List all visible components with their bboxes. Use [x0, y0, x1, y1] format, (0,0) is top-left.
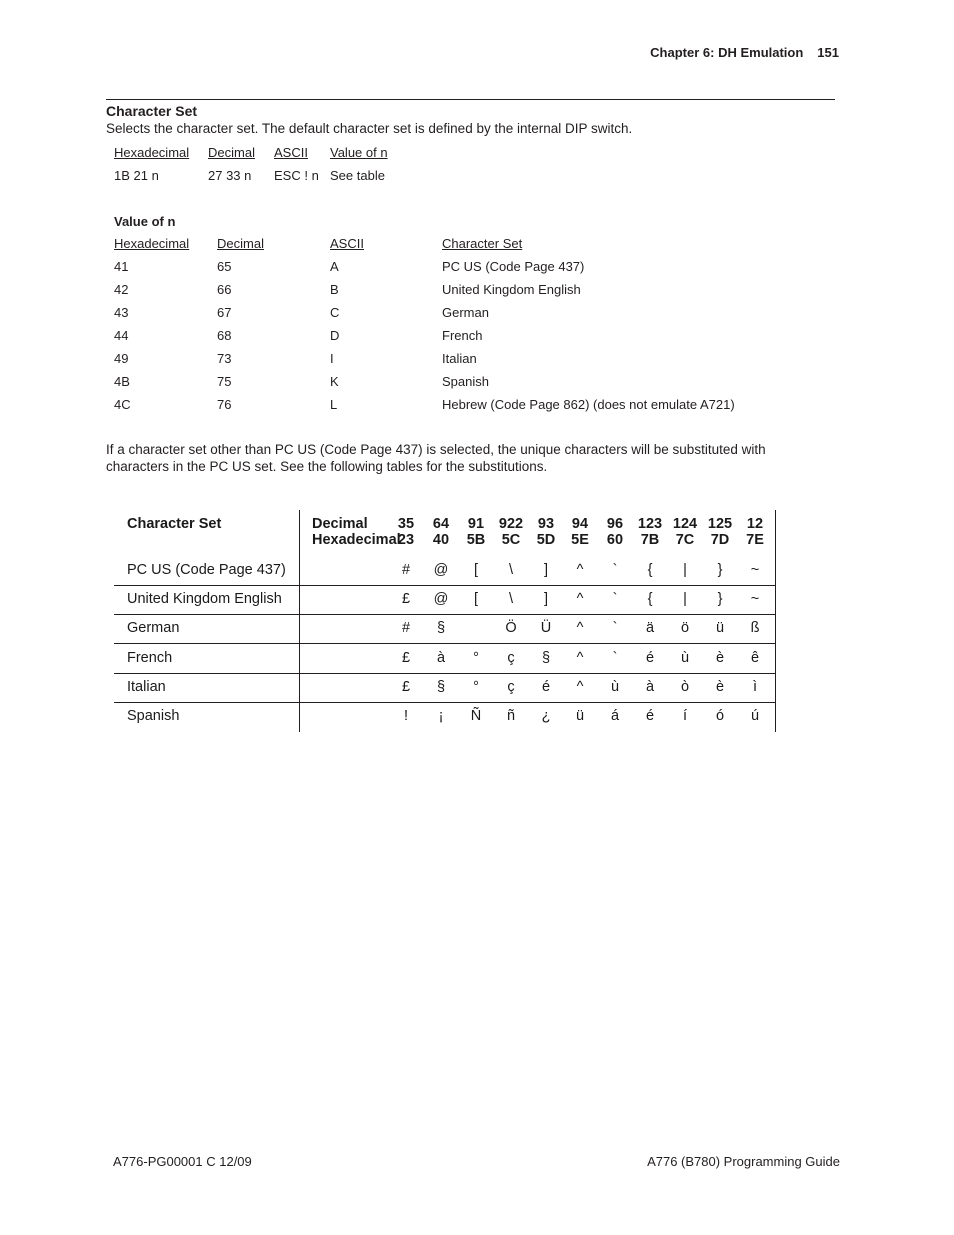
hex-code: 5D [536, 532, 556, 548]
substitution-char: è [715, 649, 725, 666]
decimal-code: 124 [672, 516, 698, 532]
decimal-code: 94 [571, 516, 589, 532]
table-cell: 41 [114, 259, 129, 274]
table-cell: 43 [114, 305, 129, 320]
charset-name: Italian [127, 678, 166, 695]
col-decimal: Decimal [208, 145, 255, 160]
column-divider [299, 510, 300, 732]
hex-code: 7C [675, 532, 695, 548]
table-cell: 42 [114, 282, 129, 297]
substitution-char: { [647, 562, 653, 578]
value-of-n-title: Value of n [114, 214, 176, 229]
table-cell: 49 [114, 351, 129, 366]
chapter-title: Chapter 6: DH Emulation [650, 45, 804, 60]
footer-right: A776 (B780) Programming Guide [647, 1154, 840, 1169]
substitution-char: Ö [505, 620, 517, 637]
substitution-char: à [645, 678, 655, 695]
hex-code: 5E [571, 532, 589, 548]
table-cell: B [330, 282, 339, 297]
substitution-char: á [610, 708, 620, 724]
substitution-char: | [683, 591, 687, 608]
charset-name: German [127, 620, 180, 637]
decimal-code: 35 [397, 516, 415, 532]
row-divider [114, 614, 776, 615]
substitution-char: § [436, 678, 446, 695]
table-cell: A [330, 259, 339, 274]
table-cell: 75 [217, 374, 232, 389]
table-cell: United Kingdom English [442, 282, 581, 297]
head-decimal: Decimal [312, 516, 368, 532]
substitution-char: \ [508, 562, 514, 578]
substitution-char: ü [715, 620, 725, 637]
substitution-char: @ [433, 591, 449, 608]
row-divider [114, 702, 776, 703]
substitution-char: ~ [750, 562, 760, 578]
decimal-code: 91 [467, 516, 485, 532]
cell-ascii: ESC ! n [274, 168, 319, 183]
col-ascii: ASCII [274, 145, 308, 160]
substitution-char: } [717, 591, 723, 608]
table-cell: K [330, 374, 339, 389]
hex-code: 7D [710, 532, 730, 548]
cell-value: See table [330, 168, 385, 183]
substitution-char: # [401, 620, 411, 637]
substitution-char: ä [645, 620, 655, 637]
substitution-char: ^ [576, 620, 584, 637]
hex-code: 5C [501, 532, 521, 548]
table-cell: German [442, 305, 489, 320]
table-cell: 4C [114, 397, 131, 412]
decimal-code: 64 [432, 516, 450, 532]
substitution-char: [ [473, 591, 479, 608]
substitution-char: ^ [576, 591, 584, 608]
substitution-char: £ [401, 591, 411, 608]
footer-left: A776-PG00001 C 12/09 [113, 1154, 252, 1169]
col-hexadecimal: Hexadecimal [114, 145, 190, 160]
substitution-char: é [645, 649, 655, 666]
substitution-char: £ [401, 678, 411, 695]
substitution-char: ] [543, 591, 549, 608]
decimal-code: 96 [606, 516, 624, 532]
substitution-char: # [401, 562, 411, 578]
hex-code: 60 [606, 532, 624, 548]
table-cell: Italian [442, 351, 477, 366]
substitution-table [114, 510, 776, 732]
section-description: Selects the character set. The default character set is defined by the internal DIP switch. [106, 121, 633, 136]
substitution-char: ` [612, 620, 618, 637]
hex-code: 5B [466, 532, 486, 548]
col-character-set: Character Set [442, 236, 523, 251]
table-cell: 65 [217, 259, 232, 274]
substitution-paragraph: If a character set other than PC US (Code Page 437) is selected, the unique characters will be substituted with characters in the PC US set. See the following tables for the substitutions. [106, 442, 766, 474]
col-hexadecimal: Hexadecimal [114, 236, 190, 251]
charset-name: Spanish [127, 708, 180, 724]
substitution-char: ^ [576, 649, 584, 666]
substitution-char: ] [543, 562, 549, 578]
substitution-char: @ [433, 562, 449, 578]
hex-code: 40 [432, 532, 450, 548]
hex-code: 7E [746, 532, 764, 548]
table-cell: 68 [217, 328, 232, 343]
decimal-code: 922 [498, 516, 524, 532]
section-title: Character Set [106, 103, 198, 119]
substitution-char: ` [612, 591, 618, 608]
table-cell: 67 [217, 305, 232, 320]
running-header [650, 45, 839, 60]
table-cell: PC US (Code Page 437) [442, 259, 585, 274]
table-cell: Spanish [442, 374, 489, 389]
substitution-char: [ [473, 562, 479, 578]
substitution-char: § [436, 620, 446, 637]
row-divider [114, 673, 776, 674]
substitution-char: ö [680, 620, 690, 637]
substitution-char: ù [680, 649, 690, 666]
substitution-char: £ [401, 649, 411, 666]
decimal-code: 125 [707, 516, 733, 532]
substitution-char: } [717, 562, 723, 578]
hex-code: 23 [397, 532, 415, 548]
cell-hex: 1B 21 n [114, 168, 159, 183]
table-cell: C [330, 305, 340, 320]
table-cell: L [330, 397, 338, 412]
table-cell: Hebrew (Code Page 862) (does not emulate A721) [442, 397, 735, 412]
substitution-char: ü [575, 708, 585, 724]
col-decimal: Decimal [217, 236, 264, 251]
table-cell: French [442, 328, 483, 343]
head-character-set: Character Set [127, 516, 222, 532]
substitution-char: Ü [540, 620, 552, 637]
substitution-char: ! [403, 708, 409, 724]
substitution-char: { [647, 591, 653, 608]
decimal-code: 93 [537, 516, 555, 532]
table-cell: D [330, 328, 340, 343]
table-edge [775, 510, 776, 732]
table-cell: 44 [114, 328, 129, 343]
row-divider [114, 643, 776, 644]
page-number: 151 [817, 45, 839, 60]
substitution-char: ` [612, 562, 618, 578]
decimal-code: 12 [746, 516, 764, 532]
substitution-char: | [683, 562, 687, 578]
substitution-char: ñ [506, 708, 516, 724]
substitution-char: à [436, 649, 446, 666]
substitution-char: ú [750, 708, 760, 724]
substitution-char: ò [680, 678, 690, 695]
table-cell: I [330, 351, 334, 366]
substitution-char: í [682, 708, 688, 724]
substitution-char: \ [508, 591, 514, 608]
substitution-char: è [715, 678, 725, 695]
substitution-char: ß [750, 620, 760, 637]
substitution-char: ^ [576, 562, 584, 578]
substitution-char: ° [473, 678, 479, 695]
substitution-char: é [645, 708, 655, 724]
substitution-char: ç [507, 678, 515, 695]
table-cell: 66 [217, 282, 232, 297]
substitution-char: ¡ [438, 708, 444, 724]
decimal-code: 123 [637, 516, 663, 532]
substitution-char: § [541, 649, 551, 666]
charset-name: PC US (Code Page 437) [127, 562, 286, 578]
substitution-char: Ñ [470, 708, 482, 724]
substitution-char: ¿ [541, 708, 551, 724]
substitution-char: ù [610, 678, 620, 695]
hex-code: 7B [640, 532, 660, 548]
table-cell: 76 [217, 397, 232, 412]
cell-decimal: 27 33 n [208, 168, 252, 183]
substitution-char: ó [715, 708, 725, 724]
col-value-of-n: Value of n [330, 145, 388, 160]
header-rule [106, 99, 835, 100]
substitution-char: ì [752, 678, 758, 695]
table-cell: 4B [114, 374, 130, 389]
substitution-char: ç [507, 649, 515, 666]
table-cell: 73 [217, 351, 232, 366]
substitution-char: ê [750, 649, 760, 666]
substitution-char: ^ [576, 678, 584, 695]
row-divider [114, 585, 776, 586]
charset-name: United Kingdom English [127, 591, 282, 608]
col-ascii: ASCII [330, 236, 364, 251]
charset-name: French [127, 649, 173, 666]
substitution-char: ° [473, 649, 479, 666]
substitution-char: é [541, 678, 551, 695]
substitution-char: ~ [750, 591, 760, 608]
substitution-char: ` [612, 649, 618, 666]
head-hexadecimal: Hexadecimal [312, 532, 401, 548]
